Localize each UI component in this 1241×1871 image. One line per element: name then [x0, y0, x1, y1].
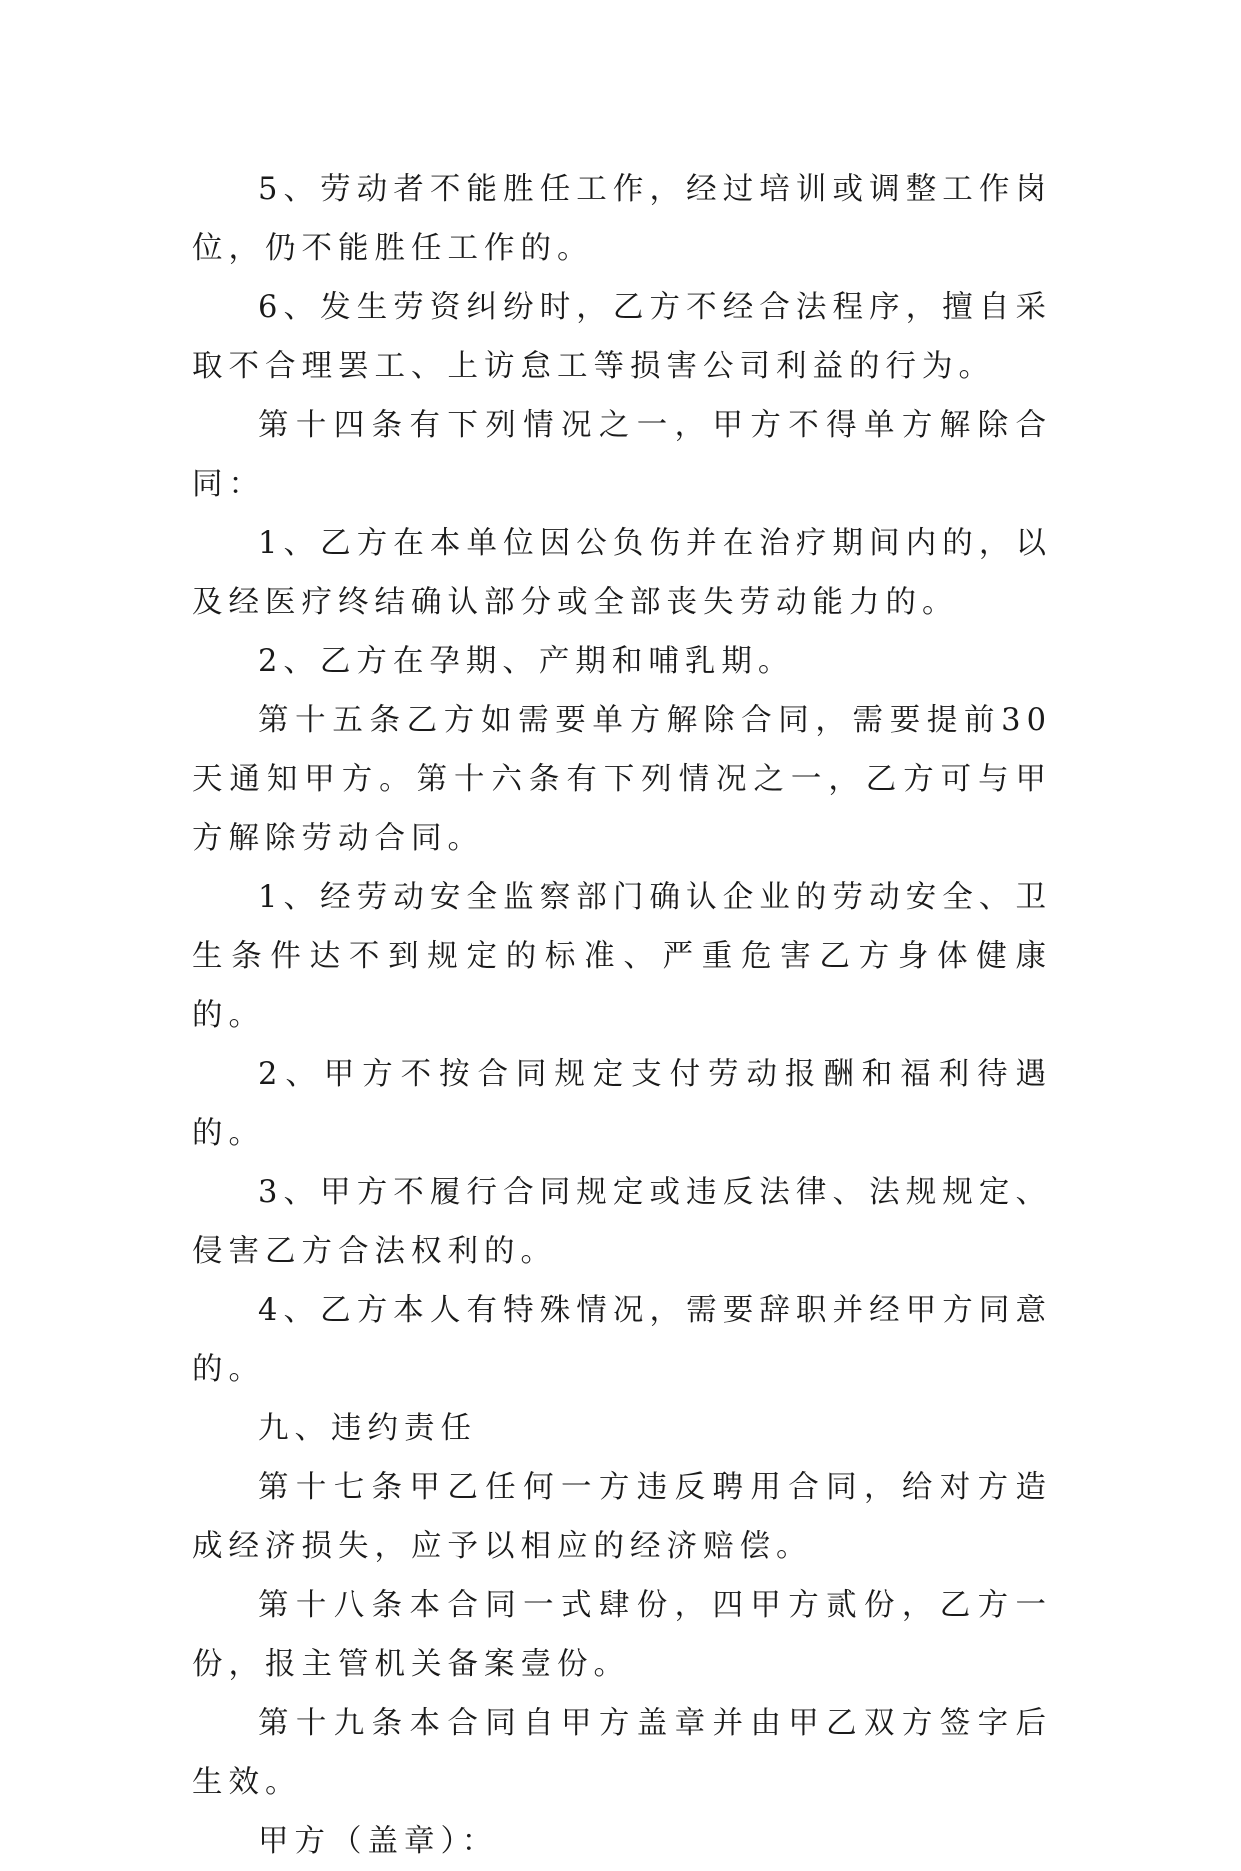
section-9-heading: 九、违约责任: [258, 1411, 477, 1446]
article-16-item-1: 1、经劳动安全监察部门确认企业的劳动安全、卫生条件达不到规定的标准、严重危害乙方身体健康的。: [192, 880, 1052, 1033]
paragraph-item-5: 5、劳动者不能胜任工作，经过培训或调整工作岗位，仍不能胜任工作的。: [192, 172, 1052, 266]
contract-body: [192, 160, 1052, 1871]
article-14-item-1: 1、乙方在本单位因公负伤并在治疗期间内的，以及经医疗终结确认部分或全部丧失劳动能力的。: [192, 526, 1052, 620]
article-14-heading: 第十四条有下列情况之一，甲方不得单方解除合同：: [192, 408, 1052, 502]
article-16-item-4: 4、乙方本人有特殊情况，需要辞职并经甲方同意的。: [192, 1293, 1052, 1387]
paragraph-item-6: 6、发生劳资纠纷时，乙方不经合法程序，擅自采取不合理罢工、上访怠工等损害公司利益的行为。: [192, 290, 1052, 384]
article-19-paragraph: 第十九条本合同自甲方盖章并由甲乙双方签字后生效。: [192, 1706, 1052, 1800]
party-a-seal-label: 甲方（盖章）：: [258, 1824, 499, 1859]
article-17-paragraph: 第十七条甲乙任何一方违反聘用合同，给对方造成经济损失，应予以相应的经济赔偿。: [192, 1470, 1052, 1564]
article-16-item-3: 3、甲方不履行合同规定或违反法律、法规规定、侵害乙方合法权利的。: [192, 1175, 1052, 1269]
article-15-16-paragraph: 第十五条乙方如需要单方解除合同，需要提前30天通知甲方。第十六条有下列情况之一，乙方可与甲方解除劳动合同。: [192, 703, 1052, 856]
article-14-item-2: 2、乙方在孕期、产期和哺乳期。: [258, 644, 795, 679]
article-16-item-2: 2、甲方不按合同规定支付劳动报酬和福利待遇的。: [192, 1057, 1052, 1151]
article-18-paragraph: 第十八条本合同一式肆份，四甲方贰份，乙方一份，报主管机关备案壹份。: [192, 1588, 1052, 1682]
